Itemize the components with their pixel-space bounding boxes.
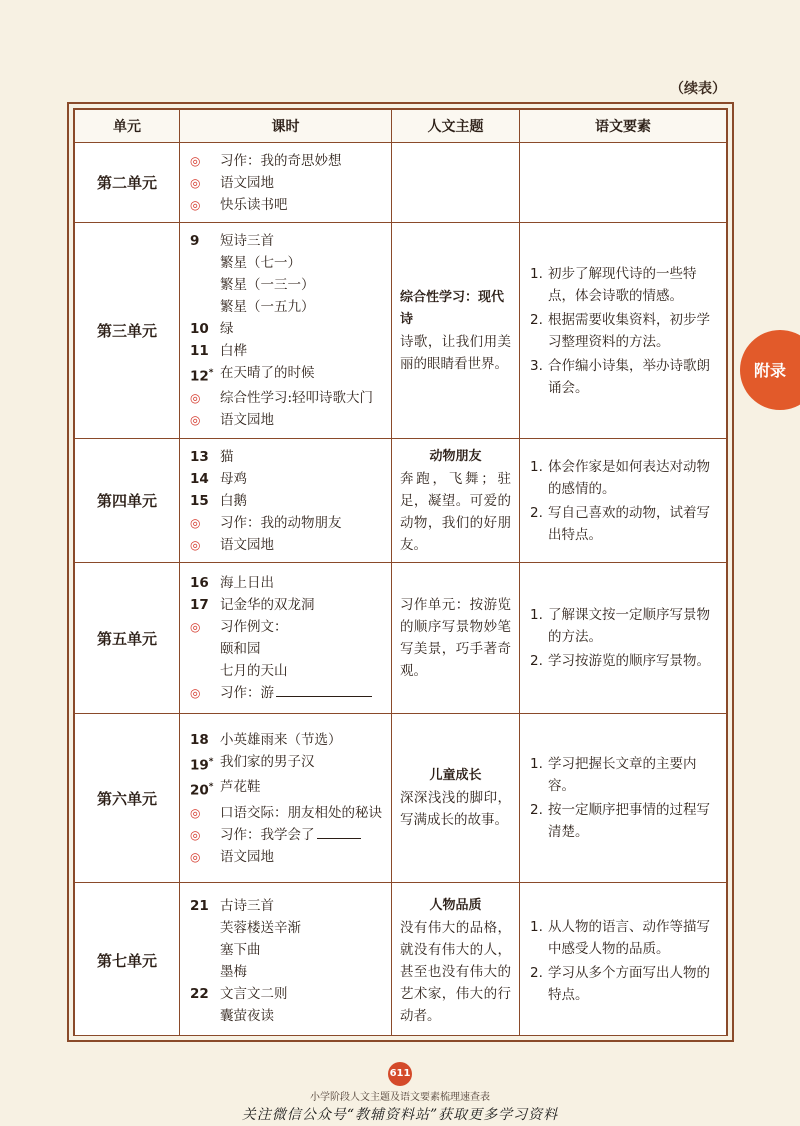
lesson-subitem: 墨梅 bbox=[220, 963, 247, 980]
lesson-title-text: 绿 bbox=[220, 320, 234, 337]
theme-body: 习作单元：按游览的顺序写景物妙笔写美景，巧手著奇观。 bbox=[400, 597, 511, 679]
self-study-mark-icon: * bbox=[208, 367, 214, 378]
lesson-title-text: 我们家的男子汉 bbox=[220, 753, 315, 770]
lesson-title-text: 习作例文： bbox=[220, 619, 288, 635]
theme-cell bbox=[392, 439, 520, 563]
lesson-title bbox=[220, 751, 385, 777]
bullet-icon bbox=[190, 616, 220, 638]
lesson-subitem: 芙蓉楼送辛渐 bbox=[220, 919, 301, 936]
lesson-marker: 14 bbox=[190, 470, 209, 487]
elements-cell bbox=[520, 714, 727, 883]
element-text: 了解课文按一定顺序写景物的方法。 bbox=[548, 607, 710, 645]
table-row bbox=[75, 714, 727, 883]
fill-blank bbox=[276, 682, 372, 697]
lesson-title bbox=[220, 895, 385, 917]
element-text: 学习从多个方面写出人物的特点。 bbox=[548, 964, 710, 1003]
lessons-cell bbox=[180, 883, 392, 1037]
lesson-title-text: 小英雄雨来（节选） bbox=[220, 731, 342, 748]
lesson-title bbox=[220, 340, 385, 362]
lesson-number bbox=[190, 362, 220, 388]
lesson-item bbox=[190, 846, 385, 868]
lesson-item bbox=[190, 802, 385, 824]
lesson-title bbox=[220, 802, 385, 824]
appendix-tab-label: 附录 bbox=[754, 361, 787, 380]
bullet-icon bbox=[190, 802, 220, 824]
lessons-cell bbox=[180, 143, 392, 223]
lesson-number bbox=[190, 983, 220, 1005]
bullet-icon bbox=[190, 172, 220, 194]
lesson-title bbox=[220, 194, 385, 216]
elements-cell bbox=[520, 223, 727, 439]
lesson-item bbox=[190, 824, 385, 846]
lesson-title-text: 语文园地 bbox=[220, 848, 274, 865]
lesson-item bbox=[190, 230, 385, 252]
theme-cell bbox=[392, 143, 520, 223]
unit-cell: 第六单元 bbox=[75, 714, 180, 883]
lesson-number bbox=[190, 594, 220, 616]
lesson-item bbox=[190, 751, 385, 777]
lesson-item bbox=[190, 572, 385, 594]
element-number: 2. bbox=[530, 311, 543, 328]
lesson-number bbox=[190, 751, 220, 777]
theme-cell bbox=[392, 563, 520, 714]
theme-cell bbox=[392, 883, 520, 1037]
lesson-item bbox=[190, 895, 385, 917]
element-number: 2. bbox=[530, 653, 543, 669]
lesson-title-text: 记金华的双龙洞 bbox=[220, 597, 315, 613]
lesson-title bbox=[220, 983, 385, 1005]
element-item bbox=[530, 962, 718, 1006]
lesson-marker: 18 bbox=[190, 731, 209, 748]
lesson-marker: ◎ bbox=[190, 413, 201, 428]
element-item bbox=[530, 753, 718, 797]
lesson-item bbox=[190, 983, 385, 1005]
lesson-subitem: 七月的天山 bbox=[220, 663, 288, 679]
lesson-title-text: 文言文二则 bbox=[220, 985, 288, 1002]
header-lessons: 课时 bbox=[180, 110, 392, 143]
lesson-title bbox=[220, 824, 385, 846]
unit-cell: 第二单元 bbox=[75, 143, 180, 223]
lesson-subitem: 颐和园 bbox=[220, 641, 261, 657]
lesson-title-text: 白鹅 bbox=[220, 492, 247, 509]
header-theme: 人文主题 bbox=[392, 110, 520, 143]
lesson-subitem: 塞下曲 bbox=[220, 941, 261, 958]
table-row bbox=[75, 439, 727, 563]
lesson-title-text: 母鸡 bbox=[220, 470, 247, 487]
bullet-icon bbox=[190, 409, 220, 431]
lesson-title-text: 口语交际：朋友相处的秘诀 bbox=[220, 804, 382, 821]
element-text: 根据需要收集资料，初步学习整理资料的方法。 bbox=[548, 311, 710, 350]
lesson-title-text: 语文园地 bbox=[220, 412, 274, 429]
page-number: 611 bbox=[388, 1062, 412, 1086]
lesson-title bbox=[220, 512, 385, 534]
lesson-title bbox=[220, 468, 385, 490]
lesson-title-text: 短诗三首 bbox=[220, 232, 274, 249]
footer-caption: 小学阶段人文主题及语文要素梳理速查表 bbox=[310, 1092, 490, 1103]
elements-cell bbox=[520, 143, 727, 223]
element-number: 2. bbox=[530, 504, 543, 521]
lesson-marker: ◎ bbox=[190, 153, 201, 168]
lesson-title bbox=[220, 362, 385, 388]
lesson-title-text: 习作：我的动物朋友 bbox=[220, 514, 342, 531]
lesson-marker: ◎ bbox=[190, 620, 201, 634]
lesson-marker: 20 bbox=[190, 782, 209, 799]
header-unit: 单元 bbox=[75, 110, 180, 143]
lesson-title bbox=[220, 594, 385, 616]
table-row bbox=[75, 223, 727, 439]
table-frame bbox=[67, 102, 734, 1042]
lesson-title bbox=[220, 490, 385, 512]
lesson-number bbox=[190, 729, 220, 751]
lesson-item bbox=[190, 150, 385, 172]
continued-label: （续表） bbox=[670, 81, 726, 97]
lesson-subitem: 繁星（一三一） bbox=[220, 276, 315, 293]
lesson-subitem: 繁星（七一） bbox=[220, 254, 301, 271]
element-number: 3. bbox=[530, 357, 543, 374]
lesson-marker: ◎ bbox=[190, 515, 201, 530]
lesson-marker: ◎ bbox=[190, 827, 201, 842]
lesson-marker: 11 bbox=[190, 342, 209, 359]
lesson-marker: 17 bbox=[190, 597, 209, 613]
header-elements: 语文要素 bbox=[520, 110, 727, 143]
bullet-icon bbox=[190, 387, 220, 409]
element-text: 体会作家是如何表达对动物的感情的。 bbox=[548, 458, 710, 497]
lesson-marker: ◎ bbox=[190, 537, 201, 552]
element-text: 从人物的语言、动作等描写中感受人物的品质。 bbox=[548, 918, 710, 957]
unit-cell: 第七单元 bbox=[75, 883, 180, 1037]
lesson-item bbox=[190, 446, 385, 468]
bullet-icon bbox=[190, 150, 220, 172]
element-number: 1. bbox=[530, 918, 543, 935]
lesson-item bbox=[190, 534, 385, 556]
bullet-icon bbox=[190, 846, 220, 868]
lesson-item bbox=[190, 387, 385, 409]
theme-body: 奔跑，飞舞；驻足，凝望。可爱的动物，我们的好朋友。 bbox=[400, 470, 511, 553]
lesson-item bbox=[190, 340, 385, 362]
element-item bbox=[530, 604, 718, 648]
lesson-number bbox=[190, 490, 220, 512]
lesson-item bbox=[190, 172, 385, 194]
lesson-marker: ◎ bbox=[190, 197, 201, 212]
theme-title: 儿童成长 bbox=[429, 768, 482, 783]
lesson-item bbox=[190, 512, 385, 534]
lesson-title-text: 古诗三首 bbox=[220, 897, 274, 914]
bullet-icon bbox=[190, 682, 220, 704]
unit-cell: 第四单元 bbox=[75, 439, 180, 563]
lesson-number bbox=[190, 318, 220, 340]
lesson-title-text: 习作：我学会了 bbox=[220, 826, 315, 843]
table-row bbox=[75, 143, 727, 223]
lesson-marker: 12 bbox=[190, 368, 209, 385]
lesson-marker: 21 bbox=[190, 897, 209, 914]
self-study-mark-icon: * bbox=[208, 756, 214, 767]
lesson-marker: ◎ bbox=[190, 686, 201, 700]
lesson-title-text: 在天晴了的时候 bbox=[220, 364, 315, 381]
lesson-item bbox=[190, 616, 385, 638]
unit-cell: 第五单元 bbox=[75, 563, 180, 714]
lesson-title-text: 猫 bbox=[220, 448, 234, 465]
element-item bbox=[530, 263, 718, 307]
lesson-number bbox=[190, 446, 220, 468]
appendix-tab bbox=[740, 330, 800, 410]
fill-blank bbox=[317, 824, 361, 839]
lesson-item bbox=[190, 594, 385, 616]
lessons-cell bbox=[180, 563, 392, 714]
lesson-marker: 16 bbox=[190, 575, 209, 591]
lesson-title-text: 语文园地 bbox=[220, 536, 274, 553]
lesson-title bbox=[220, 230, 385, 252]
elements-cell bbox=[520, 439, 727, 563]
element-item bbox=[530, 456, 718, 500]
element-number: 1. bbox=[530, 265, 543, 282]
element-number: 1. bbox=[530, 607, 543, 623]
lesson-item bbox=[190, 682, 385, 704]
lesson-marker: ◎ bbox=[190, 175, 201, 190]
element-item bbox=[530, 650, 718, 672]
theme-cell bbox=[392, 714, 520, 883]
self-study-mark-icon: * bbox=[208, 782, 214, 792]
element-number: 2. bbox=[530, 802, 543, 818]
element-text: 合作编小诗集，举办诗歌朗诵会。 bbox=[548, 357, 710, 396]
lesson-item bbox=[190, 318, 385, 340]
lesson-item bbox=[190, 409, 385, 431]
theme-body: 没有伟大的品格，就没有伟大的人，甚至也没有伟大的艺术家，伟大的行动者。 bbox=[400, 919, 511, 1024]
elements-cell bbox=[520, 883, 727, 1037]
lesson-title bbox=[220, 387, 385, 409]
lesson-marker: 15 bbox=[190, 492, 209, 509]
lesson-title-text: 语文园地 bbox=[220, 174, 274, 191]
lesson-title-text: 综合性学习:轻叩诗歌大门 bbox=[220, 390, 374, 407]
lesson-number bbox=[190, 340, 220, 362]
theme-title: 动物朋友 bbox=[429, 448, 482, 464]
lesson-title bbox=[220, 172, 385, 194]
lessons-cell bbox=[180, 714, 392, 883]
lesson-title bbox=[220, 846, 385, 868]
lesson-subitem: 繁星（一五九） bbox=[220, 298, 315, 315]
lesson-marker: ◎ bbox=[190, 805, 201, 820]
lesson-item bbox=[190, 729, 385, 751]
lesson-number bbox=[190, 230, 220, 252]
lesson-title bbox=[220, 318, 385, 340]
lesson-number bbox=[190, 572, 220, 594]
element-text: 学习按游览的顺序写景物。 bbox=[548, 653, 710, 669]
lesson-title bbox=[220, 446, 385, 468]
unit-cell: 第三单元 bbox=[75, 223, 180, 439]
lesson-number bbox=[190, 468, 220, 490]
element-item bbox=[530, 916, 718, 960]
lesson-subitem: 囊萤夜读 bbox=[220, 1007, 274, 1024]
lesson-title bbox=[220, 150, 385, 172]
bullet-icon bbox=[190, 512, 220, 534]
lesson-marker: 13 bbox=[190, 448, 209, 465]
lesson-title-text: 白桦 bbox=[220, 342, 247, 359]
element-item bbox=[530, 502, 718, 546]
element-text: 初步了解现代诗的一些特点，体会诗歌的情感。 bbox=[548, 265, 697, 304]
lesson-item bbox=[190, 468, 385, 490]
bullet-icon bbox=[190, 824, 220, 846]
lessons-cell bbox=[180, 439, 392, 563]
theme-body: 诗歌，让我们用美丽的眼睛看世界。 bbox=[400, 333, 511, 372]
lesson-marker: 22 bbox=[190, 985, 209, 1002]
lessons-cell bbox=[180, 223, 392, 439]
lesson-title bbox=[220, 776, 385, 802]
lesson-item bbox=[190, 362, 385, 388]
lesson-title-text: 快乐读书吧 bbox=[220, 196, 288, 213]
theme-cell bbox=[392, 223, 520, 439]
lesson-marker: ◎ bbox=[190, 391, 201, 406]
table-header-row bbox=[75, 110, 727, 143]
lesson-marker: ◎ bbox=[190, 849, 201, 864]
theme-title: 综合性学习：现代诗 bbox=[400, 289, 505, 327]
element-number: 1. bbox=[530, 756, 543, 772]
lesson-marker: 9 bbox=[190, 232, 200, 249]
lesson-title-text: 海上日出 bbox=[220, 575, 274, 591]
theme-body: 深深浅浅的脚印，写满成长的故事。 bbox=[400, 790, 511, 828]
element-number: 2. bbox=[530, 964, 543, 981]
lesson-marker: 10 bbox=[190, 320, 209, 337]
lesson-title-text: 芦花鞋 bbox=[220, 779, 261, 795]
table-row bbox=[75, 563, 727, 714]
lesson-item bbox=[190, 194, 385, 216]
lesson-title-text: 习作：我的奇思妙想 bbox=[220, 152, 342, 169]
table-row bbox=[75, 883, 727, 1037]
element-text: 学习把握长文章的主要内容。 bbox=[548, 756, 697, 794]
element-text: 按一定顺序把事情的过程写清楚。 bbox=[548, 802, 710, 840]
curriculum-table bbox=[74, 109, 727, 1036]
footer-promo: 关注微信公众号“教辅资料站”获取更多学习资料 bbox=[241, 1107, 559, 1123]
bullet-icon bbox=[190, 194, 220, 216]
element-item bbox=[530, 799, 718, 843]
lesson-title bbox=[220, 682, 385, 704]
lesson-title-text: 习作：游 bbox=[220, 685, 274, 701]
lesson-title bbox=[220, 572, 385, 594]
bullet-icon bbox=[190, 534, 220, 556]
lesson-title bbox=[220, 534, 385, 556]
element-text: 写自己喜欢的动物，试着写出特点。 bbox=[548, 504, 710, 543]
lesson-item bbox=[190, 490, 385, 512]
element-item bbox=[530, 355, 718, 399]
lesson-number bbox=[190, 776, 220, 802]
element-number: 1. bbox=[530, 458, 543, 475]
lesson-item bbox=[190, 776, 385, 802]
element-item bbox=[530, 309, 718, 353]
lesson-title bbox=[220, 729, 385, 751]
lesson-number bbox=[190, 895, 220, 917]
elements-cell bbox=[520, 563, 727, 714]
lesson-marker: 19 bbox=[190, 757, 209, 773]
lesson-title bbox=[220, 409, 385, 431]
lesson-title bbox=[220, 616, 385, 638]
theme-title: 人物品质 bbox=[429, 897, 482, 913]
